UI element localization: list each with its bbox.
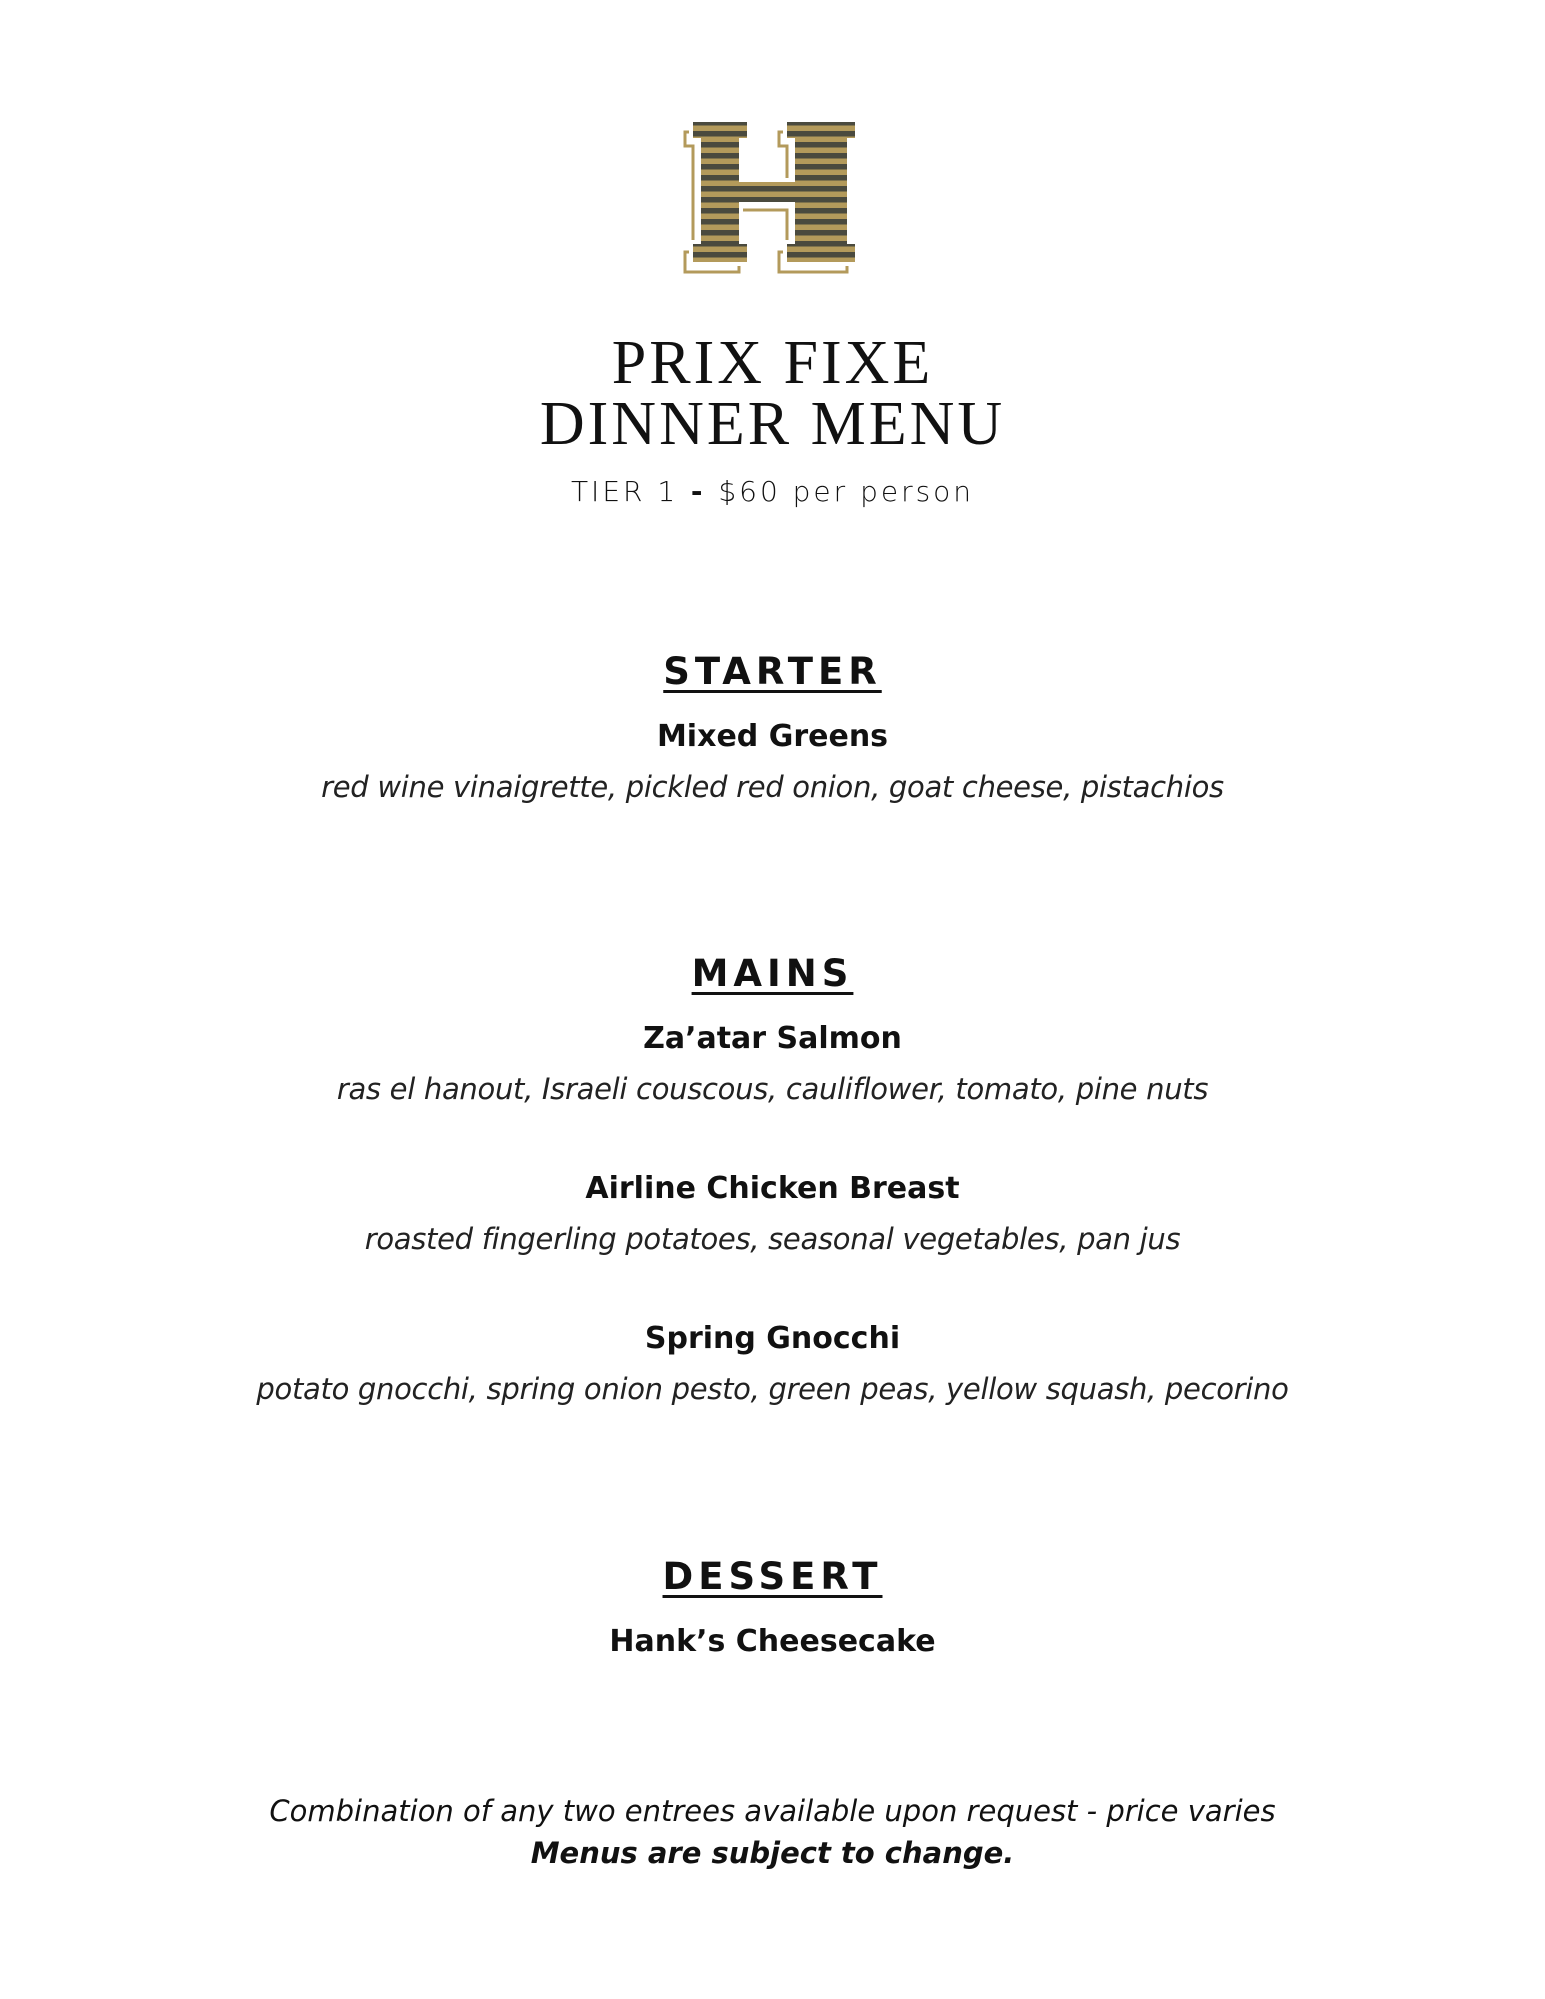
menu-item-name: Hank’s Cheesecake <box>609 1624 936 1659</box>
menu-item-description: red wine vinaigrette, pickled red onion, goat cheese, pistachios <box>321 770 1224 804</box>
menu-item-name: Za’atar Salmon <box>643 1021 902 1056</box>
tier-label: TIER 1 <box>570 475 679 508</box>
menu-item-name: Mixed Greens <box>656 719 889 754</box>
footer-note: Combination of any two entrees available upon request - price varies <box>269 1794 1276 1828</box>
section-heading-starter: STARTER <box>663 650 882 693</box>
menu-item-name: Airline Chicken Breast <box>585 1171 960 1206</box>
menu-item-description: roasted fingerling potatoes, seasonal vegetables, pan jus <box>364 1222 1181 1256</box>
menu-title-line-1: PRIX FIXE <box>611 329 934 397</box>
footer-disclaimer: Menus are subject to change. <box>530 1836 1015 1870</box>
tier-price-line <box>0 475 1545 508</box>
striped-h-monogram-icon <box>683 120 863 275</box>
menu-title-line-2: DINNER MENU <box>539 390 1006 458</box>
section-heading-mains: MAINS <box>691 952 854 995</box>
tier-price: $60 per person <box>718 475 975 508</box>
menu-item-name: Spring Gnocchi <box>644 1321 901 1356</box>
tier-separator: - <box>678 475 719 508</box>
section-heading-dessert: DESSERT <box>662 1555 883 1598</box>
menu-item-description: ras el hanout, Israeli couscous, cauliflower, tomato, pine nuts <box>336 1072 1209 1106</box>
menu-item-description: potato gnocchi, spring onion pesto, green peas, yellow squash, pecorino <box>256 1372 1289 1406</box>
